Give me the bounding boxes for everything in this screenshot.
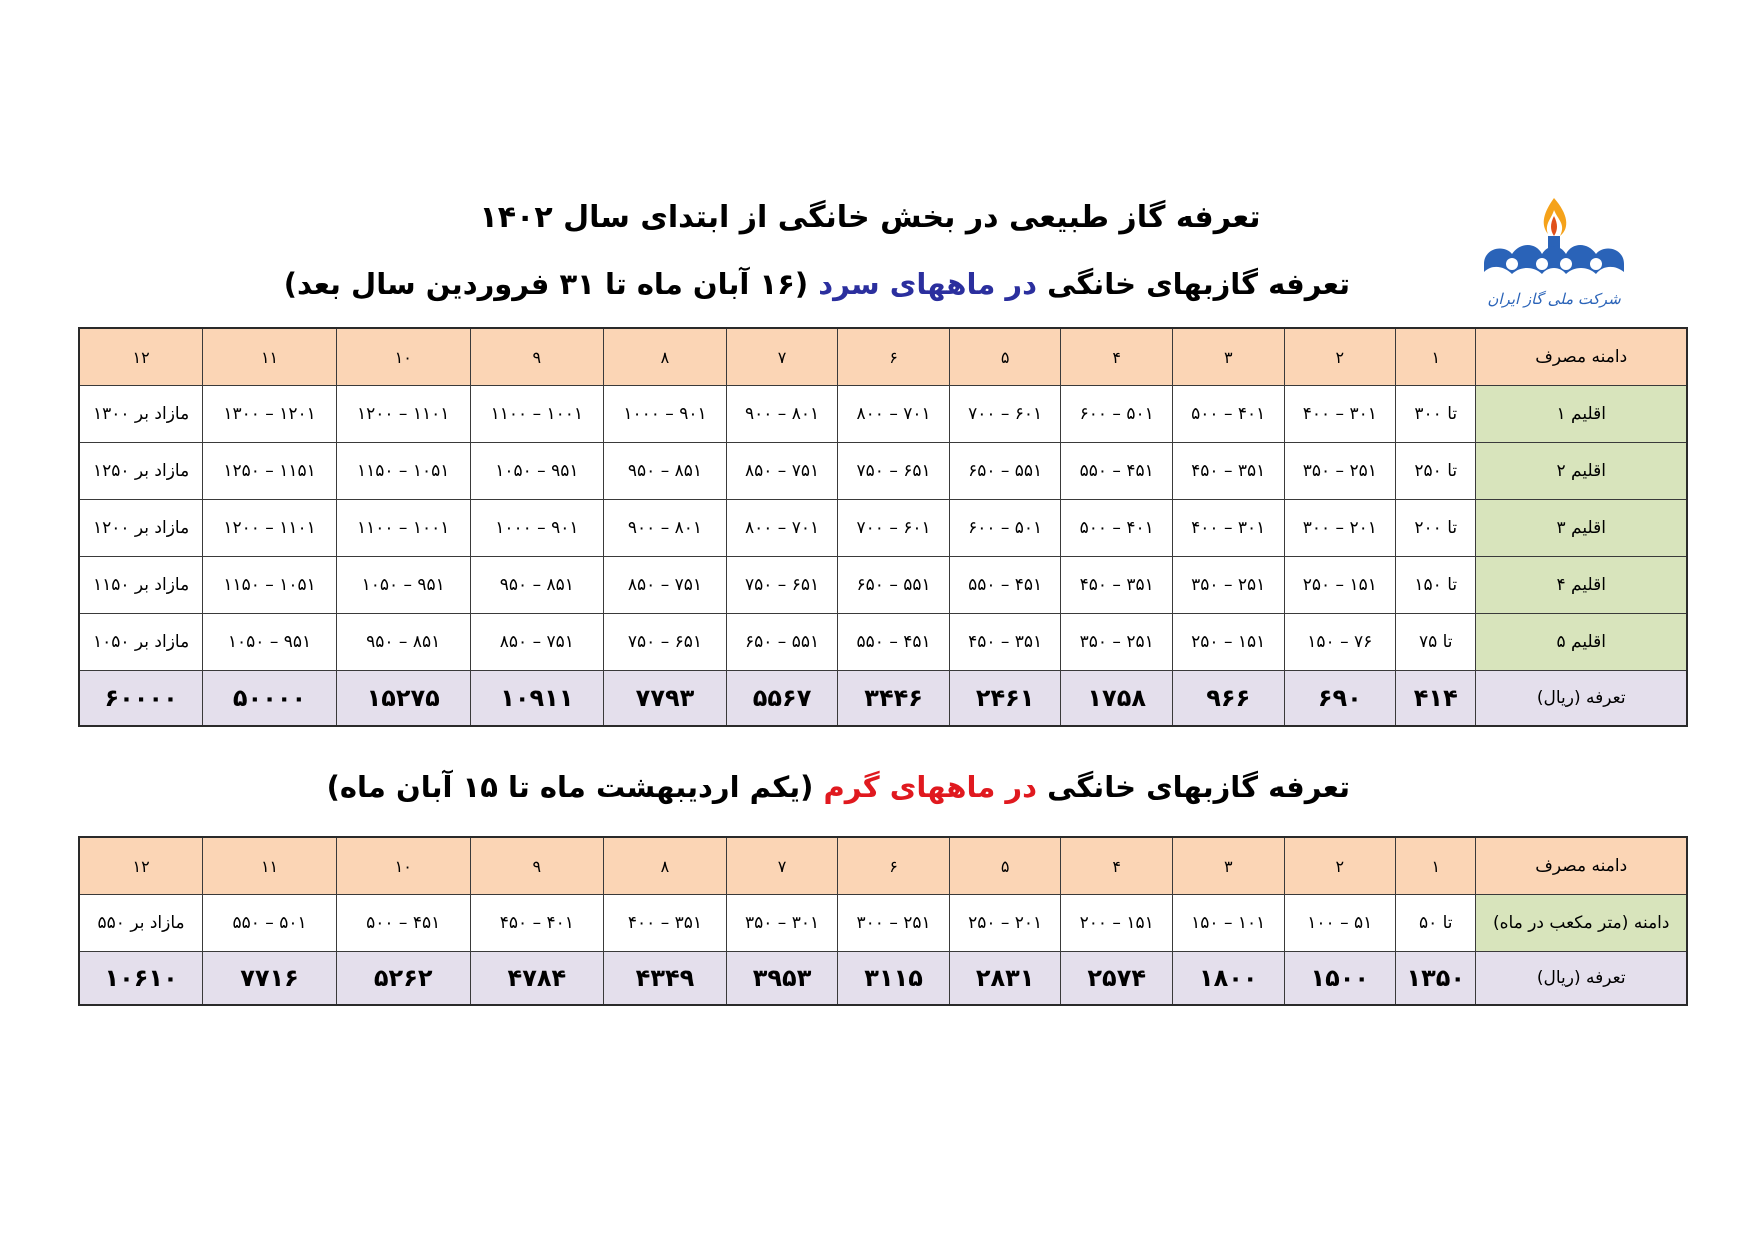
- rate-cell: ۳۱۱۵: [838, 952, 950, 1006]
- column-header: ۲: [1284, 328, 1396, 386]
- cold-tariff-table: [78, 327, 1688, 727]
- rate-cell: ۶۹۰: [1284, 671, 1396, 727]
- rate-cell: ۱۳۵۰: [1396, 952, 1476, 1006]
- page-title: تعرفه گاز طبیعی در بخش خانگی از ابتدای سال ۱۴۰۲: [479, 200, 1261, 235]
- warm-months-title: [326, 765, 1350, 809]
- column-header: ۱۲: [79, 837, 203, 895]
- column-header: ۶: [838, 837, 950, 895]
- company-logo-text: شرکت ملی گاز ایران: [1487, 290, 1621, 308]
- warm-title-highlight: در ماههای گرم: [823, 770, 1037, 804]
- range-cell: ۱۰۰۱ – ۱۱۰۰: [336, 500, 470, 557]
- range-cell: ۴۵۱ – ۵۵۰: [838, 614, 950, 671]
- row-label: اقلیم ۳: [1476, 500, 1687, 557]
- column-header: ۱۱: [203, 837, 337, 895]
- range-cell: ۲۵۱ – ۳۵۰: [1284, 443, 1396, 500]
- column-header: ۱: [1396, 837, 1476, 895]
- cold-title-highlight: در ماههای سرد: [818, 267, 1037, 301]
- range-cell: مازاد بر ۱۱۵۰: [79, 557, 203, 614]
- column-header: ۳: [1172, 328, 1284, 386]
- header-label: دامنه مصرف: [1476, 328, 1687, 386]
- range-cell: ۱۰۰۱ – ۱۱۰۰: [470, 386, 604, 443]
- row-label: اقلیم ۵: [1476, 614, 1687, 671]
- column-header: ۵: [949, 328, 1061, 386]
- rate-cell: ۲۵۷۴: [1061, 952, 1173, 1006]
- column-header: ۱۱: [203, 328, 337, 386]
- rate-label: تعرفه (ریال): [1476, 671, 1687, 727]
- range-cell: ۶۰۱ – ۷۰۰: [838, 500, 950, 557]
- header-row: [79, 328, 1687, 386]
- range-cell: ۷۶ – ۱۵۰: [1284, 614, 1396, 671]
- range-cell: ۹۵۱ – ۱۰۵۰: [470, 443, 604, 500]
- column-header: ۱۲: [79, 328, 203, 386]
- row-label: اقلیم ۲: [1476, 443, 1687, 500]
- rate-cell: ۱۵۲۷۵: [336, 671, 470, 727]
- rate-cell: ۳۹۵۳: [726, 952, 838, 1006]
- column-header: ۹: [470, 837, 604, 895]
- rate-cell: ۴۳۴۹: [604, 952, 727, 1006]
- column-header: ۴: [1061, 837, 1173, 895]
- range-cell: مازاد بر ۱۰۵۰: [79, 614, 203, 671]
- range-cell: ۳۵۱ – ۴۵۰: [949, 614, 1061, 671]
- range-cell: ۴۵۱ – ۵۵۰: [1061, 443, 1173, 500]
- range-cell: ۷۵۱ – ۸۵۰: [604, 557, 727, 614]
- range-cell: ۱۱۰۱ – ۱۲۰۰: [336, 386, 470, 443]
- range-cell: ۳۵۱ – ۴۵۰: [1172, 443, 1284, 500]
- range-cell: مازاد بر ۱۲۰۰: [79, 500, 203, 557]
- range-cell: ۳۵۱ – ۴۵۰: [1061, 557, 1173, 614]
- column-header: ۷: [726, 837, 838, 895]
- range-cell: ۴۵۱ – ۵۰۰: [336, 895, 470, 952]
- rate-row: [79, 671, 1687, 727]
- range-cell: ۴۰۱ – ۵۰۰: [1172, 386, 1284, 443]
- range-cell: ۵۱ – ۱۰۰: [1284, 895, 1396, 952]
- table-row: [79, 557, 1687, 614]
- rate-cell: ۶۰۰۰۰: [79, 671, 203, 727]
- rate-cell: ۷۷۹۳: [604, 671, 727, 727]
- rate-cell: ۵۲۶۲: [336, 952, 470, 1006]
- column-header: ۸: [604, 837, 727, 895]
- range-cell: مازاد بر ۱۲۵۰: [79, 443, 203, 500]
- warm-title-part1: تعرفه گازبهای خانگی: [1037, 770, 1350, 804]
- range-cell: ۲۵۱ – ۳۵۰: [1172, 557, 1284, 614]
- range-cell: ۴۵۱ – ۵۵۰: [949, 557, 1061, 614]
- range-cell: ۸۵۱ – ۹۵۰: [604, 443, 727, 500]
- column-header: ۱: [1396, 328, 1476, 386]
- table-row: [79, 895, 1687, 952]
- range-cell: ۷۵۱ – ۸۵۰: [470, 614, 604, 671]
- range-cell: ۵۰۱ – ۶۰۰: [949, 500, 1061, 557]
- range-cell: ۵۰۱ – ۵۵۰: [203, 895, 337, 952]
- rate-cell: ۱۰۶۱۰: [79, 952, 203, 1006]
- column-header: ۲: [1284, 837, 1396, 895]
- range-cell: ۵۵۱ – ۶۵۰: [838, 557, 950, 614]
- range-cell: ۳۵۱ – ۴۰۰: [604, 895, 727, 952]
- rate-cell: ۱۷۵۸: [1061, 671, 1173, 727]
- range-cell: ۹۵۱ – ۱۰۵۰: [203, 614, 337, 671]
- range-cell: ۸۵۱ – ۹۵۰: [470, 557, 604, 614]
- range-cell: ۱۲۰۱ – ۱۳۰۰: [203, 386, 337, 443]
- range-cell: ۲۰۱ – ۲۵۰: [949, 895, 1061, 952]
- range-cell: تا ۳۰۰: [1396, 386, 1476, 443]
- range-cell: ۱۰۵۱ – ۱۱۵۰: [336, 443, 470, 500]
- range-cell: مازاد بر ۵۵۰: [79, 895, 203, 952]
- range-cell: ۱۰۱ – ۱۵۰: [1172, 895, 1284, 952]
- column-header: ۹: [470, 328, 604, 386]
- range-cell: ۱۵۱ – ۲۰۰: [1061, 895, 1173, 952]
- range-cell: مازاد بر ۱۳۰۰: [79, 386, 203, 443]
- range-cell: ۹۵۱ – ۱۰۵۰: [336, 557, 470, 614]
- column-header: ۶: [838, 328, 950, 386]
- range-cell: ۶۵۱ – ۷۵۰: [838, 443, 950, 500]
- rate-label: تعرفه (ریال): [1476, 952, 1687, 1006]
- row-label: دامنه (متر مکعب در ماه): [1476, 895, 1687, 952]
- column-header: ۸: [604, 328, 727, 386]
- cold-months-title: [283, 262, 1350, 306]
- range-cell: ۲۵۱ – ۳۰۰: [838, 895, 950, 952]
- rate-cell: ۴۷۸۴: [470, 952, 604, 1006]
- range-cell: تا ۷۵: [1396, 614, 1476, 671]
- range-cell: ۵۵۱ – ۶۵۰: [949, 443, 1061, 500]
- range-cell: ۳۰۱ – ۳۵۰: [726, 895, 838, 952]
- row-label: اقلیم ۱: [1476, 386, 1687, 443]
- rate-cell: ۱۰۹۱۱: [470, 671, 604, 727]
- warm-title-part2: (یکم اردیبهشت ماه تا ۱۵ آبان ماه): [326, 770, 824, 804]
- range-cell: ۳۰۱ – ۴۰۰: [1172, 500, 1284, 557]
- table-row: [79, 386, 1687, 443]
- range-cell: ۸۰۱ – ۹۰۰: [604, 500, 727, 557]
- rate-cell: ۱۸۰۰: [1172, 952, 1284, 1006]
- range-cell: ۶۵۱ – ۷۵۰: [726, 557, 838, 614]
- table-row: [79, 614, 1687, 671]
- range-cell: ۲۵۱ – ۳۵۰: [1061, 614, 1173, 671]
- range-cell: ۱۱۰۱ – ۱۲۰۰: [203, 500, 337, 557]
- column-header: ۳: [1172, 837, 1284, 895]
- rate-cell: ۳۴۴۶: [838, 671, 950, 727]
- range-cell: ۷۵۱ – ۸۵۰: [726, 443, 838, 500]
- range-cell: تا ۲۵۰: [1396, 443, 1476, 500]
- range-cell: ۶۵۱ – ۷۵۰: [604, 614, 727, 671]
- warm-tariff-table: [78, 836, 1688, 1006]
- range-cell: ۳۰۱ – ۴۰۰: [1284, 386, 1396, 443]
- range-cell: ۱۱۵۱ – ۱۲۵۰: [203, 443, 337, 500]
- header-row: [79, 837, 1687, 895]
- column-header: ۵: [949, 837, 1061, 895]
- range-cell: ۷۰۱ – ۸۰۰: [838, 386, 950, 443]
- range-cell: تا ۵۰: [1396, 895, 1476, 952]
- header-label: دامنه مصرف: [1476, 837, 1687, 895]
- cold-title-part1: تعرفه گازبهای خانگی: [1037, 267, 1350, 301]
- row-label: اقلیم ۴: [1476, 557, 1687, 614]
- range-cell: ۹۰۱ – ۱۰۰۰: [470, 500, 604, 557]
- range-cell: ۸۰۱ – ۹۰۰: [726, 386, 838, 443]
- cold-title-part2: (۱۶ آبان ماه تا ۳۱ فروردین سال بعد): [283, 267, 819, 301]
- company-logo: [1474, 194, 1634, 316]
- range-cell: تا ۲۰۰: [1396, 500, 1476, 557]
- table-row: [79, 500, 1687, 557]
- table-row: [79, 443, 1687, 500]
- column-header: ۱۰: [336, 328, 470, 386]
- range-cell: ۵۵۱ – ۶۵۰: [726, 614, 838, 671]
- column-header: ۱۰: [336, 837, 470, 895]
- range-cell: ۷۰۱ – ۸۰۰: [726, 500, 838, 557]
- rate-row: [79, 952, 1687, 1006]
- rate-cell: ۲۴۶۱: [949, 671, 1061, 727]
- rate-cell: ۵۰۰۰۰: [203, 671, 337, 727]
- range-cell: ۵۰۱ – ۶۰۰: [1061, 386, 1173, 443]
- range-cell: ۸۵۱ – ۹۵۰: [336, 614, 470, 671]
- rate-cell: ۵۵۶۷: [726, 671, 838, 727]
- range-cell: ۴۰۱ – ۵۰۰: [1061, 500, 1173, 557]
- range-cell: ۹۰۱ – ۱۰۰۰: [604, 386, 727, 443]
- rate-cell: ۱۵۰۰: [1284, 952, 1396, 1006]
- column-header: ۷: [726, 328, 838, 386]
- rate-cell: ۷۷۱۶: [203, 952, 337, 1006]
- range-cell: ۶۰۱ – ۷۰۰: [949, 386, 1061, 443]
- rate-cell: ۴۱۴: [1396, 671, 1476, 727]
- rate-cell: ۲۸۳۱: [949, 952, 1061, 1006]
- range-cell: ۴۰۱ – ۴۵۰: [470, 895, 604, 952]
- range-cell: ۲۰۱ – ۳۰۰: [1284, 500, 1396, 557]
- rate-cell: ۹۶۶: [1172, 671, 1284, 727]
- range-cell: ۱۵۱ – ۲۵۰: [1284, 557, 1396, 614]
- range-cell: ۱۰۵۱ – ۱۱۵۰: [203, 557, 337, 614]
- range-cell: ۱۵۱ – ۲۵۰: [1172, 614, 1284, 671]
- column-header: ۴: [1061, 328, 1173, 386]
- range-cell: تا ۱۵۰: [1396, 557, 1476, 614]
